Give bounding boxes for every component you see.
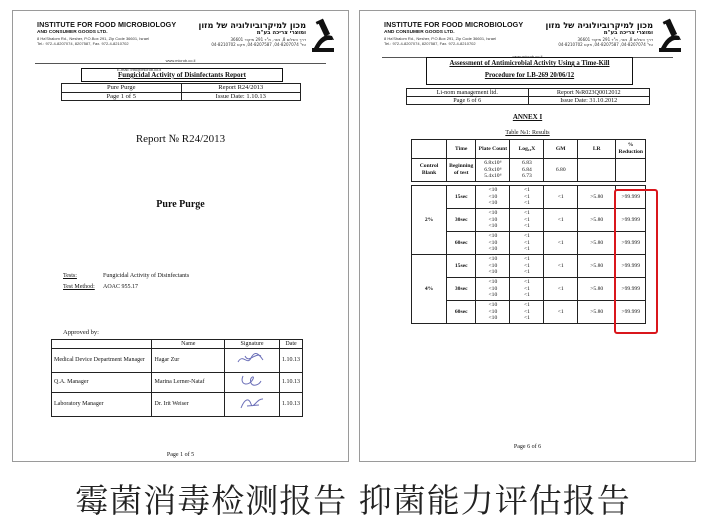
cell-value: <10 [488,210,498,217]
meta-page: Page 6 of 6 [407,97,529,105]
report-meta-table [406,88,650,105]
sig-name: Dr. Irit Weiser [152,393,225,417]
gm-value: <1 [544,209,578,232]
lab-phone-he: טל' 04-8207074, 04-8207587, פקס 04-8210702 [558,42,653,47]
reduction-value: >99.999 [616,278,646,301]
time-label: 15sec [447,186,476,209]
sig-date: 1.10.13 [280,393,303,417]
log-values [510,186,544,209]
plate-counts [476,278,510,301]
sig-header-name: Name [152,340,225,349]
col-header-gm: GM [544,140,578,159]
sig-role: Q.A. Manager [52,373,152,393]
control-gm: 6.80 [544,159,578,182]
cell-value: <1 [523,279,530,286]
sig-name: Marina Lerner-Nataf [152,373,225,393]
sig-name: Hagar Zur [152,349,225,373]
control-blank-label: Control Blank [412,159,447,182]
reduction-highlight-box [614,189,658,334]
lr-value: >5.80 [578,232,616,255]
lab-header-en [384,21,524,46]
col-header-reduction: % Reduction [616,140,646,159]
lab-name-he: מכון למיקרוביולוגיה של מזון [198,20,306,30]
lab-address-he: דרך השלום 8, נשר, ת"ד 291 מיקוד 36601 [230,37,306,42]
log-values [510,232,544,255]
results-row [412,232,646,255]
results-row [412,209,646,232]
gm-value: <1 [544,255,578,278]
product-name-heading: Pure Purge [156,199,205,210]
lr-value: >5.80 [578,255,616,278]
cell-value: <1 [523,233,530,240]
image-caption: 霉菌消毒检测报告 抑菌能力评估报告 [75,481,631,520]
sig-role: Medical Device Department Manager [52,349,152,373]
sig-header-signature: Signature [225,340,280,349]
col-header-group [412,140,447,159]
control-logs [510,159,544,182]
table-title: Table №1: Results [505,130,550,136]
report-page-time-kill [359,10,696,462]
annex-heading: ANNEX I [512,113,543,121]
cell-value: <1 [523,262,530,269]
lab-email: E-mail: info@microb.co.il [117,67,162,72]
report-number-heading: Report № R24/2013 [135,133,226,145]
cell-value: <10 [488,269,498,276]
concentration-label: 4% [412,255,447,324]
method-label: Test Method: [63,284,95,290]
log-values [510,301,544,324]
signature-table [51,339,303,417]
col-header-log: Log₁₀X [510,140,544,159]
meta-product: Pure Purge [62,84,182,93]
meta-client: Li-nom management ltd. [407,89,529,97]
reduction-value: >99.999 [616,255,646,278]
page-footer: Page 1 of 5 [166,452,195,458]
cell-value: <10 [488,246,498,253]
sig-header-date: Date [280,340,303,349]
control-reduction [616,159,646,182]
lr-value: >5.80 [578,278,616,301]
meta-issue-date: Issue Date: 31.10.2012 [528,97,650,105]
report-title-box [81,68,283,82]
lab-name-he2: ומוצרי צריכה בע"מ [603,30,653,36]
report-title-box [426,57,633,85]
sig-date: 1.10.13 [280,349,303,373]
plate-counts [476,255,510,278]
lab-name-he: מכון למיקרוביולוגיה של מזון [545,20,653,30]
lab-name-en: INSTITUTE FOR FOOD MICROBIOLOGY [37,20,177,29]
gm-value: <1 [544,186,578,209]
lr-value: >5.80 [578,186,616,209]
cell-value: <1 [523,292,530,299]
sig-role: Laboratory Manager [52,393,152,417]
cell-value: <10 [488,216,498,223]
report-title: Fungicidal Activity of Disinfectants Report [118,71,246,79]
cell-value: 5.4x10⁶ [484,173,502,180]
handwritten-signature [225,373,280,393]
time-label: 30sec [447,209,476,232]
lr-value: >5.80 [578,209,616,232]
results-row [412,301,646,324]
cell-value: <1 [523,315,530,322]
lab-name-en2: AND CONSUMER GOODS LTD. [37,30,108,35]
plate-counts [476,301,510,324]
cell-value: <10 [488,200,498,207]
cell-value: <10 [488,292,498,299]
sig-date: 1.10.13 [280,373,303,393]
lab-header-he [196,21,306,47]
cell-value: <10 [488,285,498,292]
method-value: AOAC 955.17 [103,284,139,290]
gm-value: <1 [544,232,578,255]
cell-value: 6.84 [522,166,532,173]
reduction-value: >99.999 [616,209,646,232]
cell-value: <10 [488,193,498,200]
lab-name-en: INSTITUTE FOR FOOD MICROBIOLOGY [384,20,524,29]
cell-value: 6.83 [522,160,532,167]
cell-value: <1 [523,285,530,292]
tests-label: Tests: [63,273,77,279]
lab-name-he2: ומוצרי צריכה בע"מ [256,30,306,36]
plate-counts [476,209,510,232]
reduction-value: >99.999 [616,232,646,255]
reduction-value: >99.999 [616,301,646,324]
cell-value: <10 [488,315,498,322]
log-values [510,255,544,278]
sig-header-role [52,340,152,349]
microscope-logo-icon [655,18,685,54]
col-header-time: Time [447,140,476,159]
cell-value: <1 [523,308,530,315]
lab-header-en [37,21,177,46]
results-row [412,255,646,278]
cell-value: <1 [523,302,530,309]
lab-website: www.microb.co.il [512,54,543,59]
lr-value: >5.80 [578,301,616,324]
report-title-line2: Procedure for LB-269 20/06/12 [484,72,575,79]
plate-counts [476,186,510,209]
lab-address-he: דרך השלום 8, נשר, ת"ד 291 מיקוד 36601 [577,37,653,42]
results-table [411,139,646,324]
cell-value: <1 [523,210,530,217]
report-meta-table [61,83,301,101]
cell-value: <10 [488,187,498,194]
cell-value: <10 [488,239,498,246]
results-row [412,186,646,209]
concentration-label: 2% [412,186,447,255]
reduction-value: >99.999 [616,186,646,209]
cell-value: <10 [488,279,498,286]
page-footer: Page 6 of 6 [513,444,542,450]
control-time: Beginning of test [447,159,476,182]
cell-value: <10 [488,256,498,263]
control-counts [476,159,510,182]
cell-value: <1 [523,239,530,246]
lab-phone-en: Tel.: 972-4-8207074, 8207587, Fax. 972-4-8210702 [37,41,129,46]
cell-value: 6.73 [522,173,532,180]
meta-report-number: Report №R023Q0012012 [528,89,650,97]
time-label: 15sec [447,255,476,278]
cell-value: <1 [523,223,530,230]
meta-page: Page 1 of 5 [62,92,182,101]
microscope-logo-icon [308,18,338,54]
lab-address-en: 8 Ha'Shalom Rd., Nesher, P.O.Box 291, Zip Code 36601, Israel [384,36,497,41]
cell-value: <1 [523,256,530,263]
gm-value: <1 [544,278,578,301]
tests-value: Fungicidal Activity of Disinfectants [103,273,190,279]
lab-address-en: 8 Ha'Shalom Rd., Nesher, P.O.Box 291, Zip Code 36601, Israel [37,36,150,41]
handwritten-signature [225,393,280,417]
cell-value: 6.9x10⁶ [484,166,502,173]
lab-name-en2: AND CONSUMER GOODS LTD. [384,30,455,35]
col-header-lr: LR [578,140,616,159]
cell-value: <10 [488,223,498,230]
lab-website: www.microb.co.il [165,58,196,63]
handwritten-signature [225,349,280,373]
cell-value: <10 [488,308,498,315]
gm-value: <1 [544,301,578,324]
log-values [510,278,544,301]
header-divider [35,63,326,64]
plate-counts [476,232,510,255]
cell-value: <10 [488,262,498,269]
cell-value: <10 [488,233,498,240]
time-label: 60sec [447,232,476,255]
time-label: 30sec [447,278,476,301]
cell-value: <10 [488,302,498,309]
cell-value: <1 [523,193,530,200]
approved-by-label: Approved by: [63,329,99,336]
lab-phone-he: טל' 04-8207074, 04-8207587, פקס 04-8210702 [211,42,306,47]
time-label: 60sec [447,301,476,324]
report-page-fungicidal [12,10,349,462]
cell-value: <1 [523,216,530,223]
report-title-line1: Assessment of Antimicrobial Activity Using a Time-Kill [449,60,610,67]
cell-value: <1 [523,200,530,207]
col-header-plate-count: Plate Count [476,140,510,159]
control-lr [578,159,616,182]
meta-report-number: Report R24/2013 [181,84,301,93]
meta-issue-date: Issue Date: 1.10.13 [181,92,301,101]
cell-value: 6.8x10⁶ [484,160,502,167]
cell-value: <1 [523,246,530,253]
lab-phone-en: Tel.: 972-4-8207074, 8207587, Fax. 972-4-8210702 [384,41,476,46]
cell-value: <1 [523,269,530,276]
lab-header-he [543,21,653,47]
results-row [412,278,646,301]
log-values [510,209,544,232]
cell-value: <1 [523,187,530,194]
